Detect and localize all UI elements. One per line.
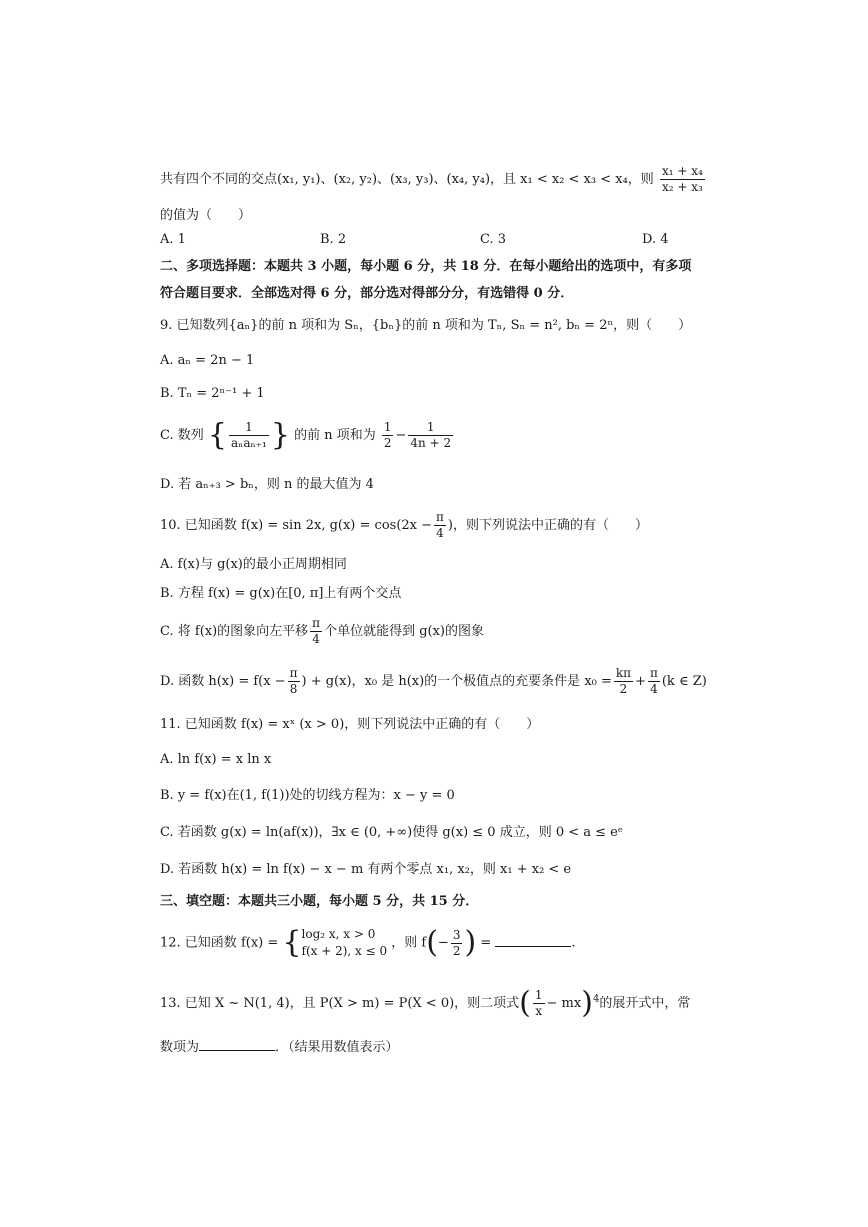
q9-c-frac2 (382, 420, 394, 451)
q13-exponent: 4 (592, 993, 600, 1005)
q13-line2-post: ．（结果用数值表示） (275, 1040, 399, 1055)
q8-option-d: D. 4 (642, 232, 669, 247)
q13-mid: − mx (546, 996, 582, 1011)
q9-c-minus: − (395, 428, 407, 443)
q11-stem: 11. 已知函数 f(x) = xˣ (x > 0)，则下列说法中正确的有（ ） (160, 717, 540, 732)
q10-c-post: 个单位就能得到 g(x)的图象 (324, 624, 484, 639)
right-paren: ) (581, 985, 593, 1021)
q9-c-f3-den: 4n + 2 (410, 436, 452, 450)
q10-d-plus: + (635, 674, 646, 689)
q10-option-d (160, 666, 707, 697)
q8-line1: 共有四个不同的交点(x₁, y₁)、(x₂, y₂)、(x₃, y₃)、(x₄, y₄)，且 x₁ < x₂ < x₃ < x₄，则 (160, 172, 654, 187)
q13-num: 1 (534, 988, 543, 1002)
q10-c-frac (310, 616, 322, 647)
q10-d-n2: kπ (615, 666, 632, 680)
section2-heading: 二、多项选择题：本题共 3 小题，每小题 6 分，共 18 分．在每小题给出的选项中，有多项 (160, 259, 692, 274)
q13-answer-blank[interactable] (199, 1038, 275, 1051)
q9-option-c (160, 417, 455, 453)
q8-stem (160, 164, 707, 195)
q8-frac-num: x₁ + x₄ (661, 164, 703, 178)
q13-post: 的展开式中，常 (599, 996, 691, 1011)
q12-case1: log₂ x, x > 0 (301, 927, 376, 941)
q8-option-c: C. 3 (480, 232, 507, 247)
q9-stem: 9. 已知数列{aₙ}的前 n 项和为 Sₙ，{bₙ}的前 n 项和为 Tₙ, Sₙ = n², bₙ = 2ⁿ，则（ ） (160, 318, 692, 333)
left-paren: ( (519, 985, 531, 1021)
q12-case2: f(x + 2), x ≤ 0 (301, 944, 388, 958)
q10-stem-den: 4 (436, 526, 444, 540)
q12-neg: − (437, 935, 449, 951)
q10-c-num: π (312, 616, 321, 630)
q12-mid: ，则 f (391, 935, 427, 951)
q10-d-frac1 (288, 666, 300, 697)
q8-options (160, 232, 720, 252)
q12-answer-blank[interactable] (495, 934, 571, 947)
section3-heading: 三、填空题：本题共三小题，每小题 5 分，共 15 分． (160, 894, 479, 909)
right-paren: ) (464, 925, 477, 960)
q11-option-a: A. ln f(x) = x ln x (160, 752, 272, 767)
q11-option-c: C. 若函数 g(x) = ln(af(x))，∃x ∈ (0, +∞)使得 g(x) ≤ 0 成立，则 0 < a ≤ eᵉ (160, 825, 623, 840)
q9-option-a: A. aₙ = 2n − 1 (160, 353, 255, 368)
q10-stem-pre: 10. 已知函数 f(x) = sin 2x, g(x) = cos(2x − (160, 518, 433, 533)
q10-d-frac3 (648, 666, 660, 697)
q8-frac-den: x₂ + x₃ (661, 180, 703, 194)
q10-d-n3: π (649, 666, 658, 680)
q9-c-pre: C. 数列 (160, 428, 204, 443)
q10-d-d2: 2 (619, 682, 628, 696)
q9-option-d: D. 若 aₙ₊₃ > bₙ，则 n 的最大值为 4 (160, 477, 374, 492)
q12-cases (302, 926, 388, 960)
q12-frac (451, 928, 463, 959)
q10-d-mid: ) + g(x)，x₀ 是 h(x)的一个极值点的充要条件是 x₀ = (301, 674, 612, 689)
q13-frac (533, 988, 545, 1019)
q10-d-frac2 (614, 666, 633, 697)
q10-stem (160, 510, 648, 541)
q11-option-d: D. 若函数 h(x) = ln f(x) − x − m 有两个零点 x₁, x₂，则 x₁ + x₂ < e (160, 862, 572, 877)
q10-d-d3: 4 (650, 682, 658, 696)
q13-stem (160, 985, 691, 1021)
q9-c-mid: 的前 n 项和为 (294, 428, 376, 443)
q10-c-pre: C. 将 f(x)的图象向左平移 (160, 624, 309, 639)
q10-option-a: A. f(x)与 g(x)的最小正周期相同 (160, 557, 347, 572)
q9-option-b: B. Tₙ = 2ⁿ⁻¹ + 1 (160, 386, 265, 401)
q8-option-b: B. 2 (320, 232, 347, 247)
q8-fraction (660, 164, 705, 195)
q9-c-frac3 (408, 420, 453, 451)
q12-end: . (571, 935, 576, 951)
q9-c-f3-num: 1 (408, 420, 453, 436)
q13-pre: 13. 已知 X ~ N(1, 4)，且 P(X > m) = P(X < 0)，则二项式 (160, 996, 520, 1011)
q11-option-b: B. y = f(x)在(1, f(1))处的切线方程为：x − y = 0 (160, 788, 455, 803)
q12-stem (160, 926, 576, 960)
q13-line2-pre: 数项为 (160, 1040, 200, 1055)
case-brace: { (282, 925, 302, 960)
q9-c-frac-num: 1 (229, 420, 269, 436)
q12-num: 3 (452, 927, 461, 942)
q9-c-f2-den: 2 (383, 436, 392, 450)
q10-option-c (160, 616, 484, 647)
left-brace: { (207, 417, 227, 453)
right-brace: } (270, 417, 290, 453)
q10-d-pre: D. 函数 h(x) = f(x − (160, 674, 286, 689)
q10-stem-frac (434, 510, 446, 541)
q10-option-b: B. 方程 f(x) = g(x)在[0, π]上有两个交点 (160, 586, 402, 601)
q13-den: x (535, 1004, 543, 1018)
left-paren: ( (426, 925, 438, 960)
q10-c-den: 4 (312, 632, 320, 646)
q10-stem-post: )，则下列说法中正确的有（ ） (447, 518, 648, 533)
q10-d-d1: 8 (289, 682, 298, 696)
q12-den: 2 (452, 943, 461, 958)
q9-c-frac (229, 420, 269, 451)
q12-pre: 12. 已知函数 f(x) = (160, 935, 279, 951)
q13-line2 (160, 1038, 399, 1058)
q12-equals: = (480, 935, 492, 951)
q10-stem-num: π (436, 510, 444, 524)
q8-option-a: A. 1 (160, 232, 186, 247)
q8-line2: 的值为（ ） (160, 208, 252, 223)
q10-d-post: (k ∈ Z) (661, 674, 707, 689)
q9-c-frac-den: aₙaₙ₊₁ (230, 436, 267, 450)
q9-c-f2-num: 1 (383, 420, 392, 434)
q10-d-n1: π (289, 666, 298, 680)
section2-rules: 符合题目要求．全部选对得 6 分，部分选对得部分分，有选错得 0 分． (160, 286, 574, 301)
